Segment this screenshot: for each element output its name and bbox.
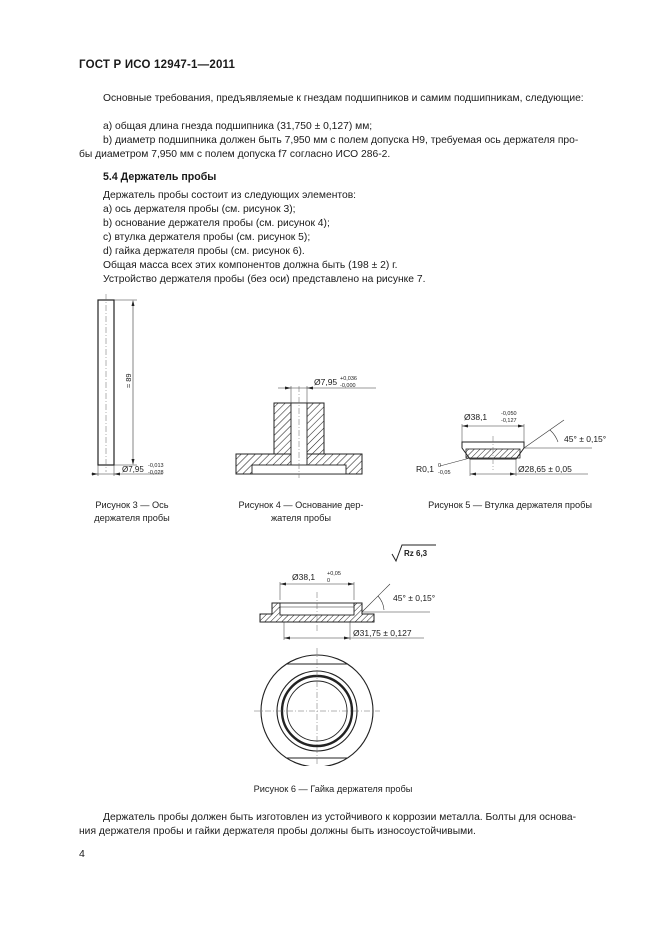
closing-line-2: ния держателя пробы и гайки держателя пробы должны быть износоустойчивыми. <box>79 826 476 837</box>
figure-5-radius-tolerance-upper: 0 <box>438 463 442 469</box>
intro-paragraph: Основные требования, предъявляемые к гнездам подшипников и самим подшипникам, следующие: <box>103 93 584 104</box>
list-item: a) ось держателя пробы (см. рисунок 3); <box>103 204 296 215</box>
figure-5-top-diameter-dim: Ø38,1 <box>464 412 488 422</box>
figure-6-top-tolerance-upper: +0,05 <box>327 571 341 577</box>
figure-4-caption-line: Рисунок 4 — Основание дер- <box>238 500 364 510</box>
figure-5-radius-dim: R0,1 <box>416 464 434 474</box>
intro-item-a: a) общая длина гнезда подшипника (31,750 ± 0,127) мм; <box>103 121 373 132</box>
figure-3-diameter-dim: Ø7,95 <box>122 465 144 474</box>
figure-6-drawing <box>250 540 460 766</box>
figure-3-length-dim: ≈ 89 <box>124 373 133 388</box>
figure-5-bottom-diameter-dim: Ø28,65 ± 0,05 <box>518 464 572 474</box>
figure-5-radius-tolerance-lower: -0,05 <box>438 470 451 476</box>
figure-4-bore-dim: Ø7,95 <box>314 377 338 387</box>
figure-5-caption: Рисунок 5 — Втулка держателя пробы <box>428 500 592 510</box>
figure-6-bottom-diameter-dim: Ø31,75 ± 0,127 <box>353 628 412 638</box>
surface-roughness-symbol <box>392 545 436 561</box>
closing-line-1: Держатель пробы должен быть изготовлен из устойчивого к коррозии металла. Болты для основа- <box>103 812 577 823</box>
figure-4-tolerance-upper: +0,036 <box>340 376 357 382</box>
figure-4-caption-line: жателя пробы <box>271 512 331 523</box>
page-number: 4 <box>79 848 85 860</box>
figure-6-caption: Рисунок 6 — Гайка держателя пробы <box>253 784 413 794</box>
figure-3-tolerance-upper: -0,013 <box>148 463 164 469</box>
figure-6-top-tolerance-lower: 0 <box>327 578 331 584</box>
figure-5-top-tolerance-lower: -0,127 <box>501 418 517 424</box>
figure-6-top-diameter-dim: Ø38,1 <box>292 572 316 582</box>
figure-5-angle-dim: 45° ± 0,15° <box>564 434 607 444</box>
roughness-value: Rz 6,3 <box>404 549 428 558</box>
device-statement: Устройство держателя пробы (без оси) представлено на рисунке 7. <box>103 274 426 285</box>
figure-4-caption <box>228 499 374 524</box>
figure-3-tolerance-lower: -0,028 <box>148 470 164 476</box>
list-item: d) гайка держателя пробы (см. рисунок 6). <box>103 246 305 257</box>
list-item: c) втулка держателя пробы (см. рисунок 5); <box>103 232 311 243</box>
figure-4-tolerance-lower: -0,000 <box>340 383 356 389</box>
figure-3-caption <box>80 499 184 524</box>
figure-3-drawing <box>85 290 165 490</box>
intro-item-b-continuation: бы диаметром 7,950 мм с полем допуска f7 согласно ИСО 286-2. <box>79 149 391 160</box>
figure-3-caption-line: Рисунок 3 — Ось <box>95 500 169 510</box>
document-header: ГОСТ Р ИСО 12947-1—2011 <box>79 59 236 71</box>
list-item: b) основание держателя пробы (см. рисунок 4); <box>103 218 330 229</box>
figure-5-top-tolerance-upper: -0,050 <box>501 411 517 417</box>
figure-4-drawing <box>228 368 384 480</box>
section-lead: Держатель пробы состоит из следующих элементов: <box>103 190 357 201</box>
intro-item-b: b) диаметр подшипника должен быть 7,950 мм с полем допуска H9, требуемая ось держателя про- <box>103 135 579 146</box>
figure-5-drawing <box>412 398 622 484</box>
figure-3-caption-line: держателя пробы <box>94 512 170 523</box>
section-title: 5.4 Держатель пробы <box>103 171 217 183</box>
figure-6-angle-dim: 45° ± 0,15° <box>393 593 436 603</box>
mass-statement: Общая масса всех этих компонентов должна быть (198 ± 2) г. <box>103 260 398 271</box>
